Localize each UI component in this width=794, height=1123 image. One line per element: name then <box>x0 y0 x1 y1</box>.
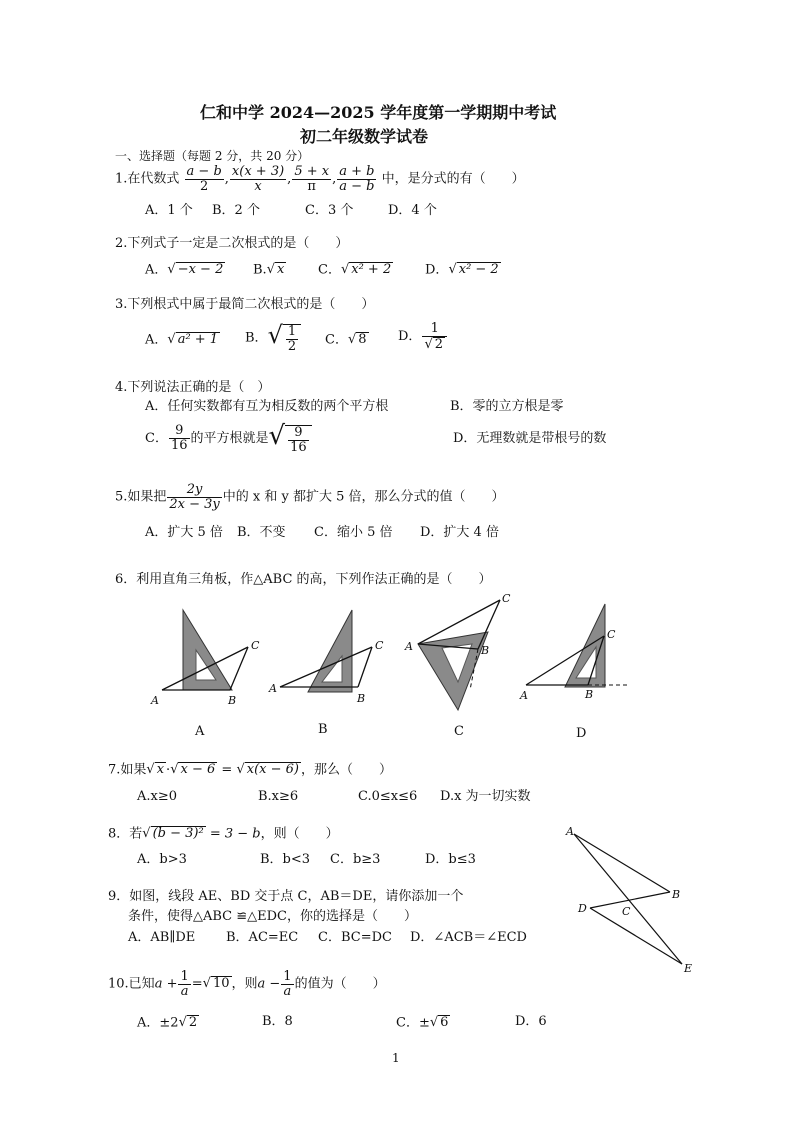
question-7: 7.如果√ x ·√ x − 6 = √ x(x − 6) ，那么（ ） <box>108 762 392 778</box>
svg-text:C: C <box>607 628 616 641</box>
q10-option-b: B．8 <box>262 1014 293 1029</box>
q6-figure-c <box>404 592 511 710</box>
svg-text:C: C <box>251 639 260 652</box>
q10-option-c: C．±√ 6 <box>396 1015 449 1031</box>
svg-text:A: A <box>269 682 277 695</box>
question-2: 2.下列式子一定是二次根式的是（ ） <box>115 236 349 251</box>
q6-caption-d: D <box>576 726 587 741</box>
q2-option-a: A．√ −x − 2 <box>145 262 224 278</box>
q8-option-b: B．b<3 <box>260 852 311 867</box>
q1-expr-4: $\frac{a + b}{a - b}$ <box>339 164 375 194</box>
section-heading: 一、选择题（每题 2 分，共 20 分） <box>115 149 310 163</box>
svg-text:A: A <box>566 825 574 838</box>
q1-option-b: B．2 个 <box>212 203 260 218</box>
question-3: 3.下列根式中属于最简二次根式的是（ ） <box>115 297 375 312</box>
q1-option-a: A．1 个 <box>145 203 193 218</box>
q9-option-d: D．∠ACB＝∠ECD <box>410 930 527 945</box>
svg-text:D: D <box>578 902 587 915</box>
q7-option-a: A.x≥0 <box>137 789 178 804</box>
q3-option-a: A．√ a² + 1 <box>145 332 219 348</box>
q1-expr-3: $\frac{5 + x}{\pi}$ <box>294 164 330 194</box>
question-1: 1.在代数式 $\frac{a - b}{2}$ , $\frac{x(x + 3)}{x}$ , $\frac{5 + x}{\pi}$ , $\frac{a + b}{a - b}$ 中，是分式的有（ ） <box>115 164 525 194</box>
q3-option-d: D． $\frac{1}{√ 2}$ <box>398 322 448 351</box>
q1-expr-2: $\frac{x(x + 3)}{x}$ <box>231 164 285 194</box>
q6-figures <box>140 592 680 722</box>
question-6: 6．利用直角三角板，作△ABC 的高，下列作法正确的是（ ） <box>115 572 492 587</box>
q5-option-a: A．扩大 5 倍 <box>145 525 223 540</box>
q7-option-c: C.0≤x≤6 <box>358 789 418 804</box>
q6-figure-b <box>268 610 384 705</box>
question-4: 4.下列说法正确的是（ ） <box>115 380 271 395</box>
svg-text:C: C <box>375 639 384 652</box>
q5-option-c: C．缩小 5 倍 <box>314 525 393 540</box>
question-9-line-2: 条件，使得△ABC ≌△EDC，你的选择是（ ） <box>128 909 418 924</box>
q6-caption-b: B <box>318 722 328 737</box>
q9-option-a: A．AB∥DE <box>128 930 196 945</box>
q6-caption-a: A <box>195 724 205 739</box>
q10-option-a: A．±2√ 2 <box>137 1015 198 1031</box>
svg-text:B: B <box>357 692 366 705</box>
q6-figure-a <box>150 610 260 707</box>
svg-text:A: A <box>520 689 528 702</box>
q1-expr-1: $\frac{a - b}{2}$ <box>186 164 222 194</box>
q4-option-b: B．零的立方根是零 <box>450 399 564 414</box>
q6-caption-c: C <box>454 724 464 739</box>
q1-option-d: D．4 个 <box>388 203 437 218</box>
svg-text:B: B <box>585 688 594 701</box>
q8-option-c: C．b≥3 <box>330 852 381 867</box>
q5-option-b: B．不变 <box>237 525 286 540</box>
question-9-line-1: 9．如图，线段 AE、BD 交于点 C，AB＝DE，请你添加一个 <box>108 889 464 904</box>
q9-figure <box>560 822 710 982</box>
svg-text:E: E <box>684 962 693 975</box>
q3-option-c: C．√ 8 <box>325 332 367 348</box>
q9-option-c: C．BC=DC <box>318 930 392 945</box>
q2-option-c: C．√ x² + 2 <box>318 262 392 278</box>
q2-option-b: B.√ x <box>253 262 285 278</box>
q5-option-d: D．扩大 4 倍 <box>420 525 499 540</box>
q4-option-c: C． $\frac{9}{16}$ 的平方根就是√ $\frac{9}{16}$ <box>145 422 312 455</box>
page-number: 1 <box>392 1051 400 1065</box>
q6-figure-d <box>519 604 628 702</box>
q4-option-a: A．任何实数都有互为相反数的两个平方根 <box>145 399 389 414</box>
svg-text:B: B <box>228 694 237 707</box>
q4-option-d: D．无理数就是带根号的数 <box>453 431 607 446</box>
svg-text:A: A <box>151 694 159 707</box>
q8-option-d: D．b≤3 <box>425 852 476 867</box>
svg-text:C: C <box>502 592 511 605</box>
q7-option-b: B.x≥6 <box>258 789 299 804</box>
q8-option-a: A．b>3 <box>137 852 187 867</box>
question-8: 8．若√ (b − 3)² = 3 − b，则（ ） <box>108 826 339 842</box>
q1-option-c: C．3 个 <box>305 203 354 218</box>
question-10: 10.已知a + $\frac{1}{a}$ =√ 10 ，则a − $\frac{1}{a}$ 的值为（ ） <box>108 969 386 999</box>
svg-text:C: C <box>622 905 631 918</box>
svg-text:B: B <box>672 888 681 901</box>
q9-option-b: B．AC=EC <box>226 930 299 945</box>
q2-option-d: D．√ x² − 2 <box>425 262 499 278</box>
exam-title: 仁和中学 2024—2025 学年度第一学期期中考试 <box>200 103 557 122</box>
q3-option-b: B．√ $\frac{1}{2}$ <box>245 322 301 354</box>
q7-option-d: D.x 为一切实数 <box>440 789 531 804</box>
svg-text:B: B <box>481 644 490 657</box>
exam-subtitle: 初二年级数学试卷 <box>300 127 429 146</box>
q10-option-d: D．6 <box>515 1014 547 1029</box>
question-5: 5.如果把 $\frac{2y}{2x - 3y}$ 中的 x 和 y 都扩大 5 倍，那么分式的值（ ） <box>115 482 505 512</box>
svg-text:A: A <box>405 640 413 653</box>
